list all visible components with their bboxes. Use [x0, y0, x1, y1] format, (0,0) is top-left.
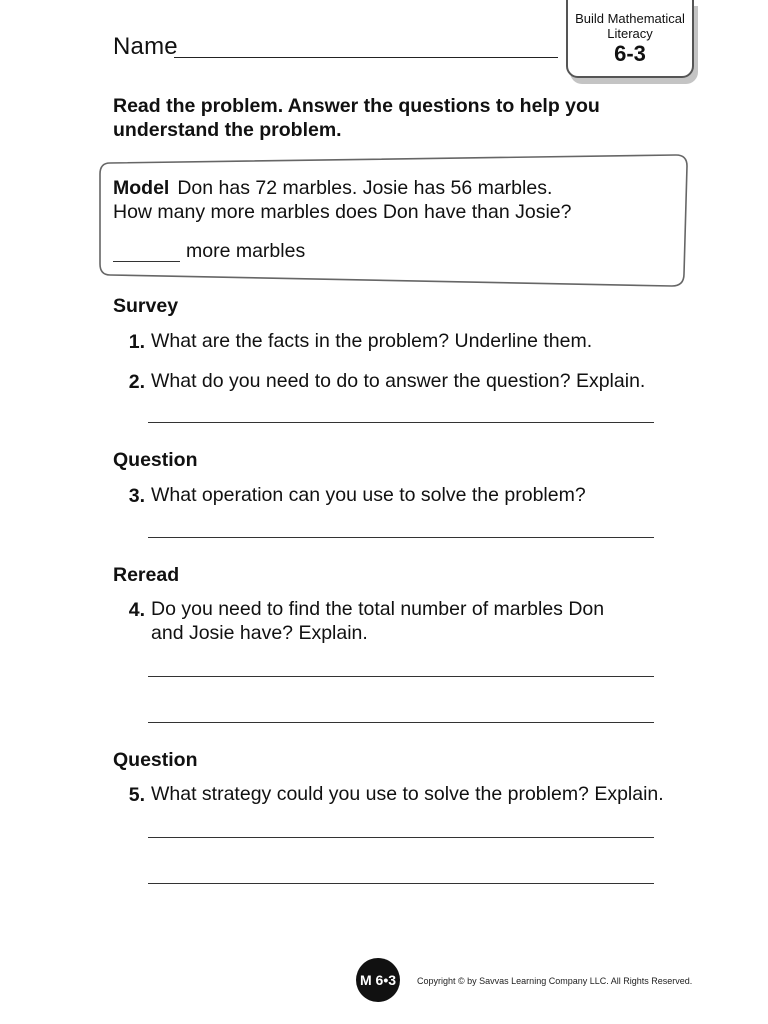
model-label: Model: [113, 177, 170, 199]
model-problem-line2: How many more marbles does Don have than Josie?: [113, 201, 572, 223]
answer-line[interactable]: [148, 883, 654, 884]
question-number: 5.: [128, 784, 145, 806]
name-line[interactable]: [174, 57, 558, 58]
instructions: Read the problem. Answer the questions to help you understand the problem.: [113, 95, 600, 141]
answer-line[interactable]: [148, 676, 654, 677]
heading-reread: Reread: [113, 564, 180, 586]
tab-title-line2: Literacy: [607, 26, 653, 41]
heading-survey: Survey: [113, 295, 179, 317]
lesson-tab: [566, 0, 694, 78]
lesson-number: 6-3: [614, 41, 646, 66]
question-number: 4.: [128, 599, 145, 621]
model-text-line1: Don has 72 marbles. Josie has 56 marbles.: [177, 177, 553, 199]
model-answer-suffix: more marbles: [186, 240, 306, 262]
heading-question: Question: [113, 449, 198, 471]
question-text: What operation can you use to solve the problem?: [151, 484, 586, 506]
question-text-line2: and Josie have? Explain.: [151, 622, 368, 644]
question-text: What do you need to do to answer the question? Explain.: [151, 370, 646, 392]
page-badge: M 6•3: [356, 958, 400, 1002]
answer-line[interactable]: [148, 422, 654, 423]
question-number: 1.: [128, 331, 145, 353]
answer-line[interactable]: [148, 722, 654, 723]
name-label: Name: [113, 33, 178, 60]
question-text: What are the facts in the problem? Underline them.: [151, 330, 593, 352]
tab-title-line1: Build Mathematical: [575, 11, 685, 26]
name-field[interactable]: [113, 30, 558, 62]
question-number: 2.: [128, 371, 145, 393]
model-problem-line1: [113, 177, 552, 200]
answer-line[interactable]: [148, 537, 654, 538]
question-text-line1: Do you need to find the total number of marbles Don: [151, 598, 605, 620]
question-text: What strategy could you use to solve the problem? Explain.: [151, 783, 664, 805]
model-answer-blank[interactable]: [113, 244, 180, 262]
copyright-notice: Copyright © by Savvas Learning Company LLC. All Rights Reserved.: [417, 976, 693, 986]
question-number: 3.: [128, 485, 145, 507]
heading-question: Question: [113, 749, 198, 771]
answer-line[interactable]: [148, 837, 654, 838]
